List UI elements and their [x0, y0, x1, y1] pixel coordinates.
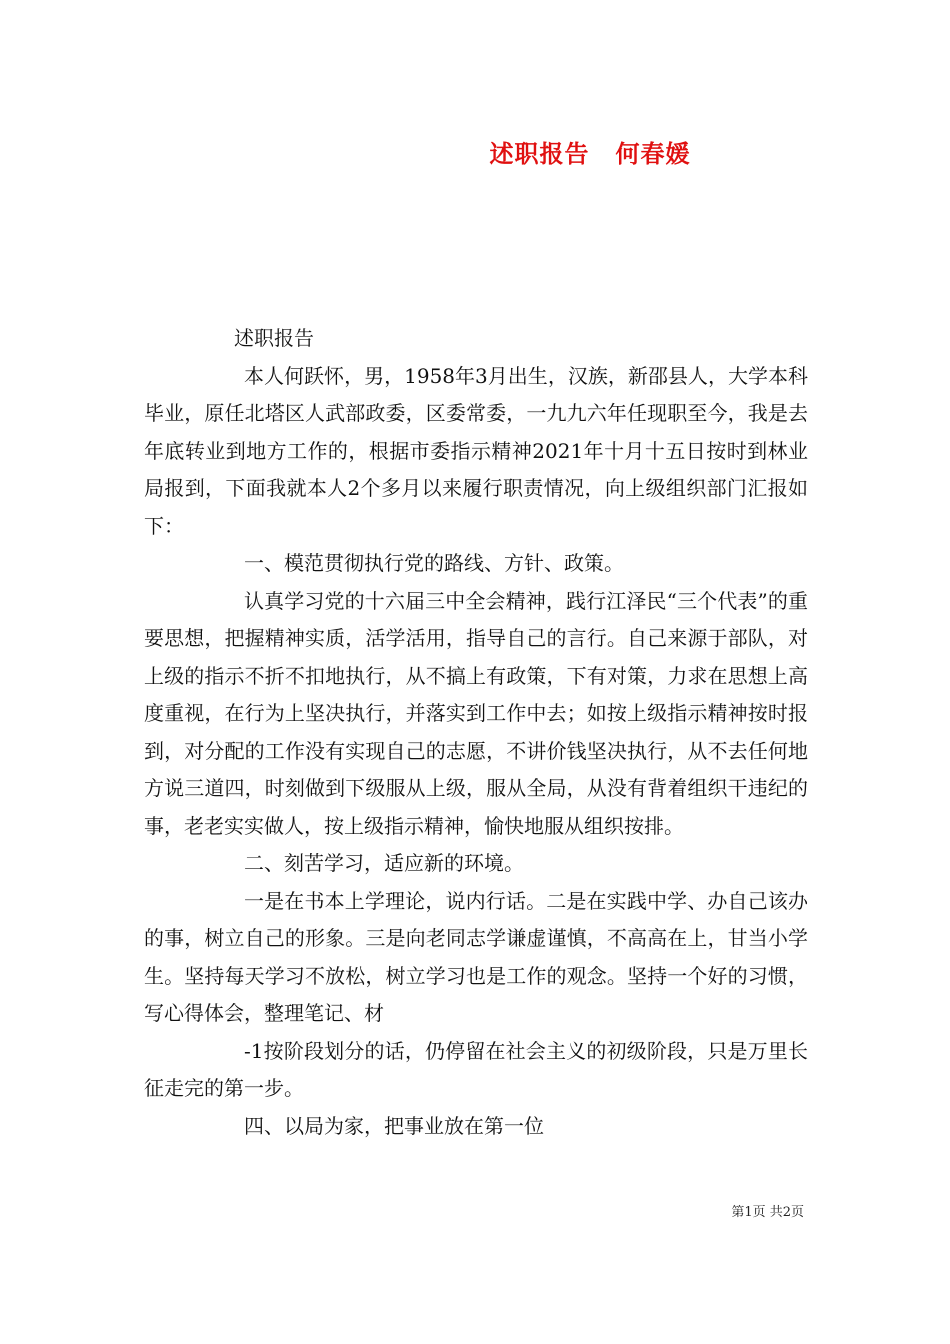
- paragraph-intro: 本人何跃怀，男，1958年3月出生，汉族，新邵县人，大学本科毕业，原任北塔区人武部政委，区委常委，一九九六年任现职至今，我是去年底转业到地方工作的，根据市委指示精神2021年十月十五日按时到林业局报到，下面我就本人2个多月以来履行职责情况，向上级组织部门汇报如下：: [144, 363, 808, 538]
- page-number: 第1页 共2页: [731, 1205, 804, 1220]
- title-author: 何春媛: [615, 139, 691, 168]
- title-main: 述职报告: [489, 139, 590, 168]
- body-heading: 述职报告: [234, 326, 314, 350]
- document-title: [0, 134, 950, 169]
- paragraph-section-1: 认真学习党的十六届三中全会精神，践行江泽民“三个代表”的重要思想，把握精神实质，活学活用，指导自己的言行。自己来源于部队，对上级的指示不折不扣地执行，从不搞上有政策，下有对策，力求在思想上高度重视，在行为上坚决执行，并落实到工作中去；如按上级指示精神按时报到，对分配的工作没有实现自己的志愿，不讲价钱坚决执行，从不去任何地方说三道四，时刻做到下级服从上级，服从全局，从没有背着组织干违纪的事，老老实实做人，按上级指示精神，愉快地服从组织按排。: [144, 588, 808, 838]
- paragraph-section-2: 一是在书本上学理论，说内行话。二是在实践中学、办自己该办的事，树立自己的形象。三是向老同志学谦虚谨慎，不高高在上，甘当小学生。坚持每天学习不放松，树立学习也是工作的观念。坚持一个好的习惯，写心得体会，整理笔记、材: [144, 888, 808, 1025]
- section-heading-4: 四、以局为家，把事业放在第一位: [244, 1113, 544, 1138]
- section-heading-1: 一、模范贯彻执行党的路线、方针、政策。: [244, 551, 624, 575]
- section-heading-2: 二、刻苦学习，适应新的环境。: [244, 851, 524, 875]
- paragraph-fragment: -1按阶段划分的话，仍停留在社会主义的初级阶段，只是万里长征走完的第一步。: [144, 1038, 808, 1100]
- document-body: [144, 320, 808, 1145]
